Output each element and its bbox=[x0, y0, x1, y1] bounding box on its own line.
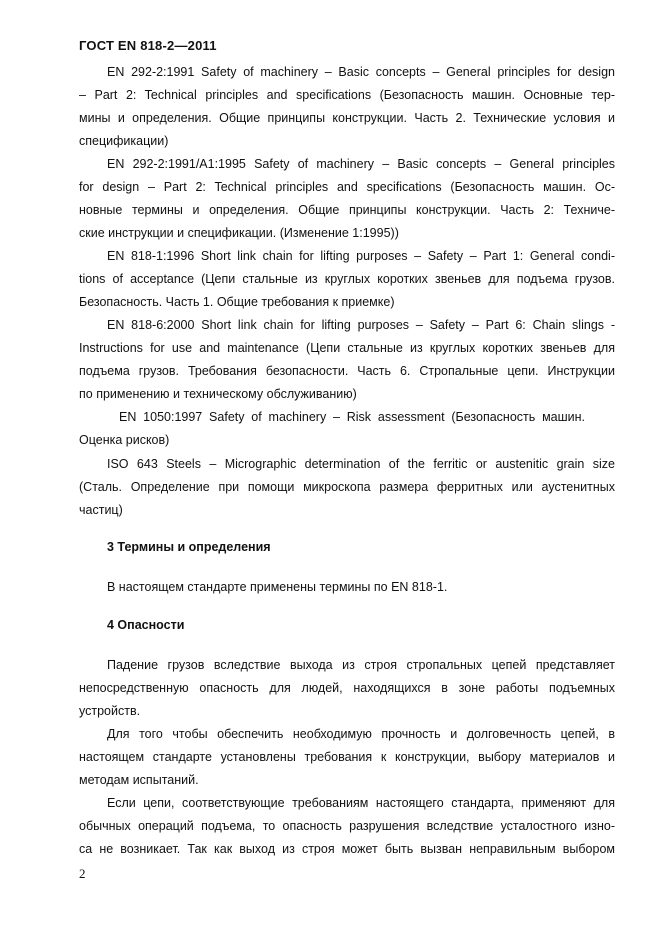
section-4-heading: 4 Опасности bbox=[107, 618, 185, 632]
document-header: ГОСТ EN 818-2—2011 bbox=[79, 38, 217, 53]
reference-line: новные термины и определения. Общие принципы конструкции. Часть 2: Техниче- bbox=[79, 203, 615, 217]
paragraph-line: непосредственную опасность для людей, находящихся в зоне работы подъемных bbox=[79, 681, 615, 695]
paragraph-line: Для того чтобы обеспечить необходимую прочность и долговечность цепей, в bbox=[107, 727, 615, 741]
reference-line: спецификации) bbox=[79, 134, 169, 148]
paragraph-line: Если цепи, соответствующие требованиям настоящего стандарта, применяют для bbox=[107, 796, 615, 810]
reference-line: EN 292-2:1991/A1:1995 Safety of machinery – Basic concepts – General principles bbox=[107, 157, 615, 171]
reference-line: EN 292-2:1991 Safety of machinery – Basic concepts – General principles for design bbox=[107, 65, 615, 79]
reference-line: ISO 643 Steels – Micrographic determination of the ferritic or austenitic grain size bbox=[107, 457, 615, 471]
paragraph-line: настоящем стандарте установлены требования к конструкции, выбору материалов и bbox=[79, 750, 615, 764]
reference-line: по применению и техническому обслуживанию) bbox=[79, 387, 357, 401]
reference-line: tions of acceptance (Цепи стальные из круглых коротких звеньев для подъема грузов. bbox=[79, 272, 615, 286]
reference-line: Instructions for use and maintenance (Цепи стальные из круглых коротких звеньев для bbox=[79, 341, 615, 355]
reference-line: подъема грузов. Требования безопасности. Часть 6. Стропальные цепи. Инструкции bbox=[79, 364, 615, 378]
reference-line: мины и определения. Общие принципы конструкции. Часть 2. Технические условия и bbox=[79, 111, 615, 125]
reference-line: for design – Part 2: Technical principles and specifications (Безопасность машин. Ос- bbox=[79, 180, 615, 194]
reference-line: ские инструкции и спецификации. (Изменение 1:1995)) bbox=[79, 226, 399, 240]
reference-line: Оценка рисков) bbox=[79, 433, 170, 447]
paragraph-line: методам испытаний. bbox=[79, 773, 199, 787]
reference-line: EN 818-6:2000 Short link chain for lifting purposes – Safety – Part 6: Chain slings - bbox=[107, 318, 615, 332]
reference-line: частиц) bbox=[79, 503, 123, 517]
reference-line: (Сталь. Определение при помощи микроскопа размера ферритных или аустенитных bbox=[79, 480, 615, 494]
paragraph-line: са не возникает. Так как выход из строя может быть вызван неправильным выбором bbox=[79, 842, 615, 856]
section-3-heading: 3 Термины и определения bbox=[107, 540, 271, 554]
section-3-text: В настоящем стандарте применены термины по EN 818-1. bbox=[107, 580, 448, 594]
page-number: 2 bbox=[79, 866, 86, 881]
reference-line: EN 1050:1997 Safety of machinery – Risk assessment (Безопасность машин. bbox=[119, 410, 585, 424]
reference-line: EN 818-1:1996 Short link chain for lifting purposes – Safety – Part 1: General condi- bbox=[107, 249, 615, 263]
paragraph-line: устройств. bbox=[79, 704, 141, 718]
paragraph-line: Падение грузов вследствие выхода из строя стропальных цепей представляет bbox=[107, 658, 615, 672]
reference-line: – Part 2: Technical principles and specifications (Безопасность машин. Основные тер- bbox=[79, 88, 615, 102]
reference-line: Безопасность. Часть 1. Общие требования к приемке) bbox=[79, 295, 395, 309]
paragraph-line: обычных операций подъема, то опасность разрушения вследствие усталостного изно- bbox=[79, 819, 615, 833]
